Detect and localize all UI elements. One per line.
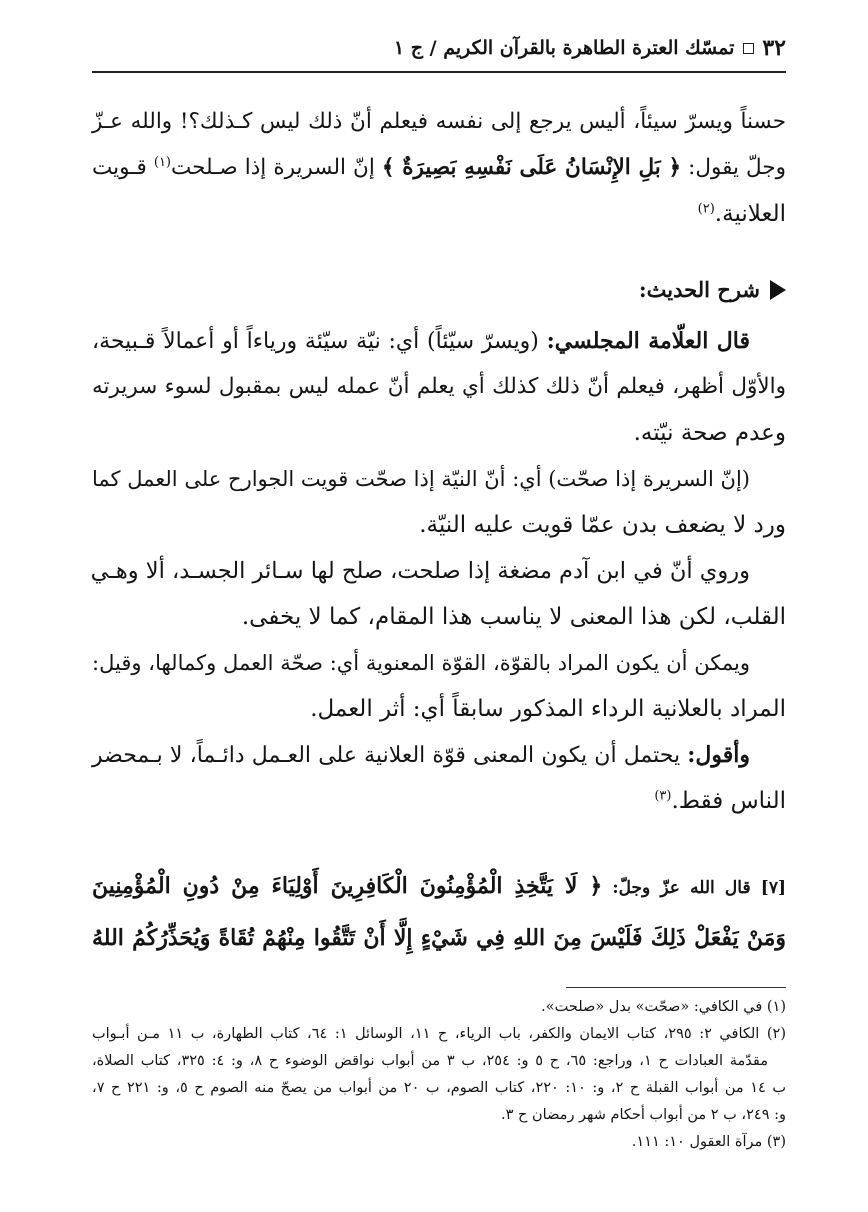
text-line: ورد لا يضعف بدن عمّا قويت عليه النيّة. [419,512,786,538]
footnote-rule [566,987,786,988]
text-line: وأقول: يحتمل أن يكون المعنى قوّة العلانية على العـمل دائـماً، لا بـمحضر [92,742,750,768]
text-line: (إنّ السريرة إذا صحّت) أي: أنّ النيّة إذا صحّت قويت الجوارح على العمل كما [92,467,750,491]
verse-line: وَمَنْ يَفْعَلْ ذَلِكَ فَلَيْسَ مِنَ اللهِ فِي شَيْءٍ إِلَّا أَنْ تَتَّقُوا مِنْهُمْ تُقَاةً وَيُحَذِّرُكُمُ اللهُ [92,925,786,951]
footnote-line: و: ٢٤٩، ب ٢ من أبواب أحكام شهر رمضان ح ٣. [501,1107,786,1123]
text-line: العلانية.$^{(٢)}$ [697,201,786,227]
text-line: قال العلّامة المجلسي: (ويسرّ سيّئاً) أي: نيّة سيّئة ورياءاً أو أعمالاً قـبيحة، [92,328,750,354]
section-heading: شرح الحديث: [639,270,786,310]
footnote-line: مقدّمة العبادات ح ١، وراجع: ٦٥، ح ٥ و: ٢٥٤، ب ٣ من أبواب نواقض الوضوء ح ٨، و: ٤: ٣٢٥، كتاب الصلاة، [92,1053,768,1069]
footnote-marker: (٢) [697,201,715,217]
running-title: تمسّك العترة الطاهرة بالقرآن الكريم / ج ١ [393,37,735,59]
text-line: القلب، لكن هذا المعنى لا يناسب هذا المقام، كما لا يخفى. [241,604,786,630]
text-line: ويمكن أن يكون المراد بالقوّة، القوّة المعنوية أي: صحّة العمل وكمالها، وقيل: [92,651,750,675]
text-line: وروي أنّ في ابن آدم مضغة إذا صلحت، صلح لها سـائر الجسـد، ألا وهـي [90,558,750,584]
verse-label: [٧] قال الله عزّ وجلّ: [602,878,786,898]
footnote-marker: (١) [153,154,171,170]
footnote: (١) في الكافي: «صحّت» بدل «صلحت». [541,999,786,1015]
header-rule [92,71,786,73]
running-header [92,30,786,66]
text-line: وعدم صحة نيّته. [633,420,786,446]
quran-quote: ﴿ بَلِ الإِنْسَانُ عَلَى نَفْسِهِ بَصِيرَةٌ ﴾ [381,155,682,180]
text-line: وجلّ يقول: ﴿ بَلِ الإِنْسَانُ عَلَى نَفْسِهِ بَصِيرَةٌ ﴾ إنّ السريرة إذا صـلحت$^{(١)}$ قـويت [92,154,786,180]
text-line: والأوّل أظهر، فيعلم أنّ ذلك كذلك أي يعلم أنّ عمله ليس بمقبول لسوء سريرته [92,374,786,399]
text-line: الناس فقط.$^{(٣)}$ [654,788,786,814]
text-line: حسناً ويسرّ سيئاً، أليس يرجع إلى نفسه فيعلم أنّ ذلك ليس كـذلك؟! والله عـزّ [92,109,786,134]
square-bullet-icon [743,43,754,54]
footnote: (٣) مرآة العقول ١٠: ١١١. [631,1134,786,1150]
verse-line: [٧] قال الله عزّ وجلّ: ﴿ لَا يَتَّخِذِ الْمُؤْمِنُونَ الْكَافِرِينَ أَوْلِيَاءَ مِنْ دُونِ الْمُؤْمِنِينَ [92,873,786,899]
footnote: (٢) الكافي ٢: ٢٩٥، كتاب الايمان والكفر، باب الرياء، ح ١١، الوسائل ١: ٦٤، كتاب الطهارة، ب ١١ مـن أبـواب [92,1026,786,1042]
text-line: المراد بالعلانية الرداء المذكور سابقاً أي: أثر العمل. [310,696,786,722]
footnote-marker: (٣) [654,788,672,804]
triangle-bullet-icon [770,280,786,300]
page-number: ٣٢ [762,35,786,61]
footnote-line: ب ١٤ من أبواب القبلة ح ٢، و: ١٠: ٢٢٠، كتاب الصوم، ب ٢٠ من أبواب من يصحّ منه الصوم ح ٥، و: ٢٢١ ح ٧، [92,1080,786,1096]
